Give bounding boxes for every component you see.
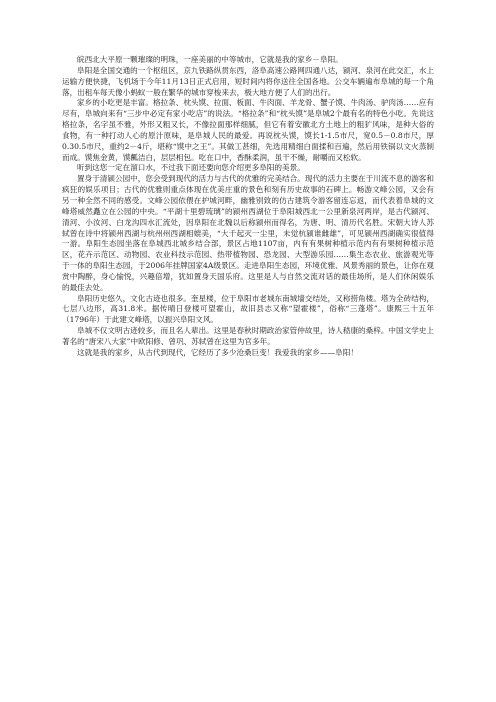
paragraph-snacks: 家乡的小吃更是丰富。格拉条、枕头馍、拉面、板面、牛肉面、羊龙骨、蟹子馍、牛肉汤、驴肉汤……应有尽有，阜城向来有“三步中必定有家小吃店”的说法。“格拉条”和“枕头馍”是阜城2个最有名的特色小吃。先说这格拉条，名字虽不雅，外形又粗又长，不像拉面那样细腻，但它有着安徽北方土地上的粗犷风味，是种大俗的食物，有一种打动人心的原汁原味，是阜城人民的最爱。再说枕头馍，馍长1-1.5市尺，宽0.5－0.8市尺，厚0.30.5市尺，重约2－4斤，堪称“馍中之王”。其做工甚细，先选用精细白面揉和百遍，然后用铁锅以文火蒸制而成。馍焦金黄，馍瓤洁白，层层相包。吃在口中，香酥柔润，虽干不燥，耐嚼而又松软。: [62, 98, 434, 162]
paragraph-notables: 阜城不仅文明古迹较多，而且名人辈出。这里是春秋时期政治家管仲故里，诗人嵇康的桑梓。中国文学史上著名的“唐宋八大家”中欧阳修、曾巩、苏轼曾在这里为官多年。: [62, 326, 434, 346]
paragraph-intro: 皖西北大平原一颗璀璨的明珠，一座美丽的中等城市，它就是我的家乡－阜阳。: [77, 55, 343, 64]
paragraph-transport: 阜阳是全国交通的一个枢纽区，京九铁路纵贯东西，洛阜高速公路网四通八达，颍河、泉河在此交汇，水上运输方便快捷，飞机场于今年11月13日正式启用，短时间内将你送往全国各地。公交车辆遍布阜城的每一个角落，出租车每天像小蚂蚁一般在繁华的城市穿梭来去，极大地方便了人们的出行。: [62, 65, 434, 97]
paragraph-conclusion: 这就是我的家乡，从古代到现代，它经历了多少沧桑巨变！我爱我的家乡——阜阳！: [77, 347, 358, 357]
paragraph-history: 阜阳历史悠久，文化古迹也很多。奎星楼，位于阜阳市老城东南城墙交结处，又称捞角楼。塔为全砖结构，七层八边形，高31.8米。据传晴日登楼可望霍山，故旧县志又称“望霍楼”，俗称“三蓬塔”。康熙三十五年（1796年）于此建文峰塔，以振兴阜阳文风。: [62, 293, 434, 325]
paragraph-transition: 听到这您一定在溜口水，不过我下面还要向您介绍更多阜阳的美景。: [77, 163, 305, 173]
article-body: [62, 55, 434, 359]
paragraph-scenery: 置身于清颍公园中，您会受到现代的活力与古代的优雅的完美结合。现代的活力主要在于川流不息的游客和疯狂的娱乐项目；古代的优雅则重点体现在优美庄重的景色和刻有历史故事的石碑上。畅游文峰公园，又会有另一种全然不同的感受。文峰公园依偎在护城河畔，幽雅别致的仿古建筑令游客留连忘返，而代表着阜城的文峰塔威然矗立在公园的中央。“平湖十里碧琉璃”的颍州西湖位于阜阳城西北一公里新泉河两岸，是古代颍河、清河、小汝河、白龙沟四水汇流处，因阜阳在北魏以后称颍州而得名，为唐、明、清历代名胜。宋朝大诗人苏轼曾在诗中将颍州西湖与杭州州西湖相媲美，“大千起灭一尘里，未觉杭颍谁雌雄”，可见颍州西湖确实很值得一游。阜阳生态园坐落在阜城西北城乡结合部，景区占地1107亩，内有有果树种植示范内有有果树种植示范区，花卉示范区、动物园、农业科技示范园、热带植物园、恐龙园、大型游乐园……集生态农业、旅游观光等于一体的阜阳生态园，于2006年挂牌国家4A级景区。走进阜阳生态园，环境优雅、风景秀丽的景色，让你在观赏中陶醉，身心愉悦，兴趣倍增，犹如置身天国乐府。这里是人与自然交流对话的最佳场所，是人们休闲娱乐的最佳去处。: [62, 174, 434, 292]
